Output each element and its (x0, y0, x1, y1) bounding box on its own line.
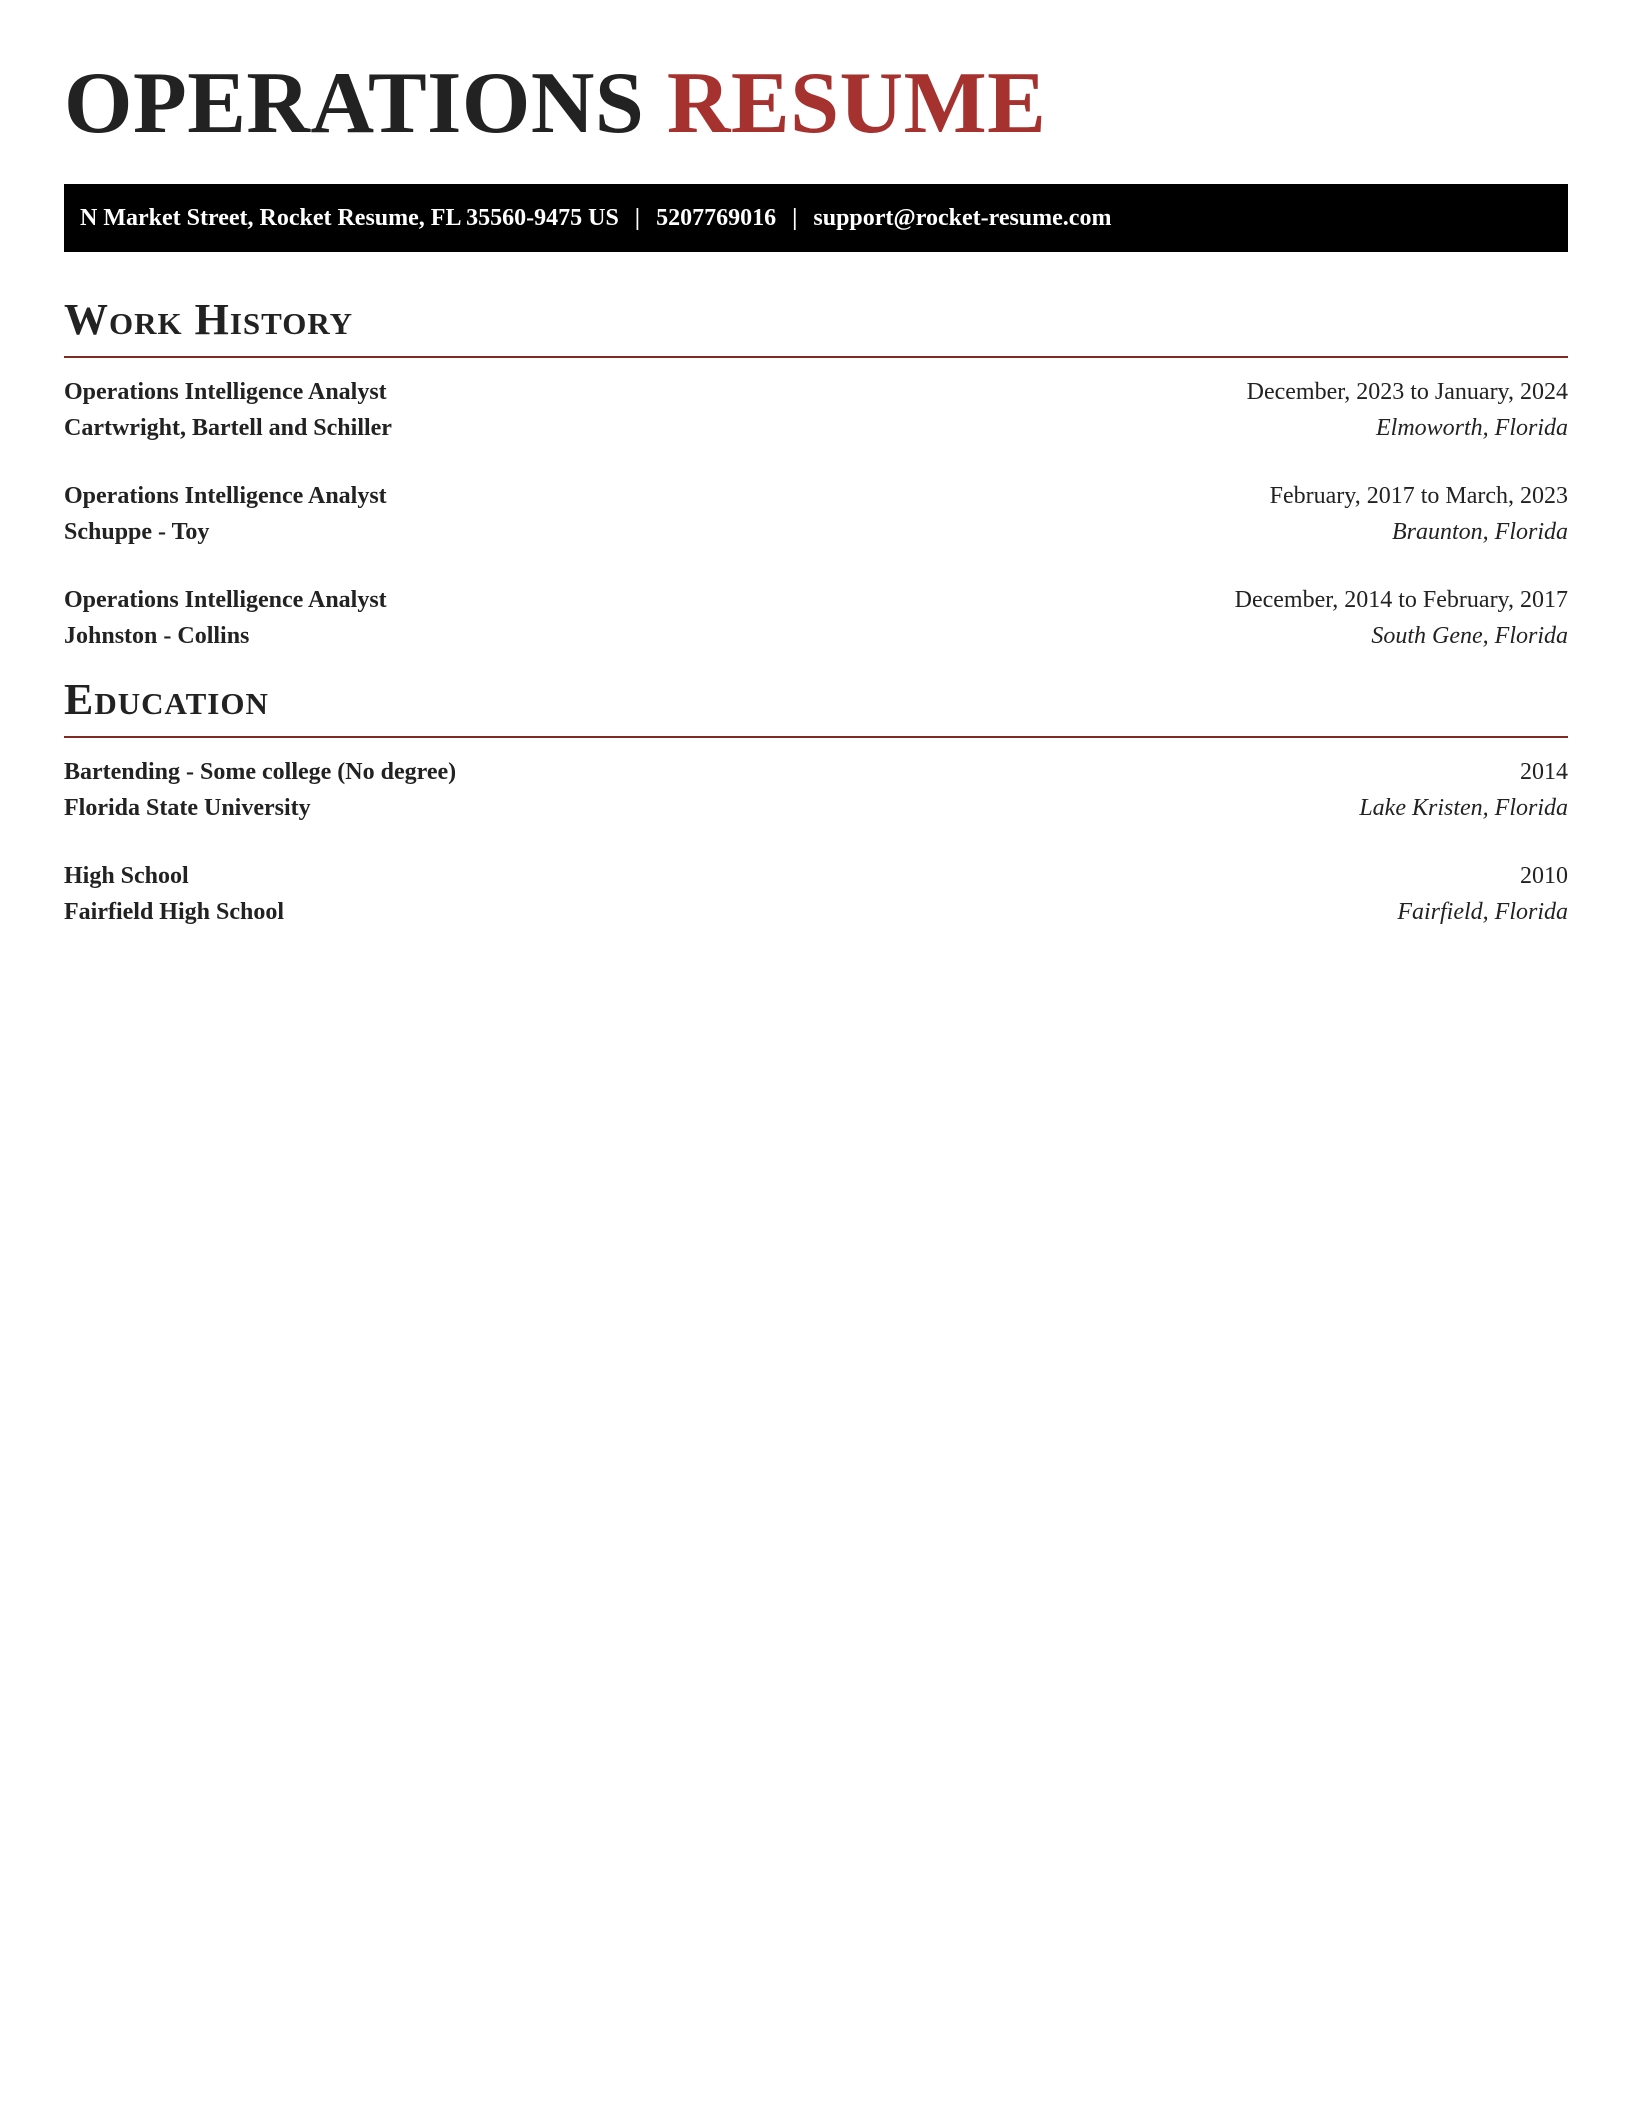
job-company-row (64, 410, 1568, 446)
job-company: Johnston - Collins (64, 623, 250, 649)
job-dates: February, 2017 to March, 2023 (1269, 483, 1568, 509)
job-company-row (64, 514, 1568, 550)
education-school-row (64, 790, 1568, 826)
education-degree-row (64, 858, 1568, 894)
education-section (64, 676, 1568, 930)
job-entry (64, 478, 1568, 550)
job-location: Elmoworth, Florida (1375, 415, 1568, 441)
title-first-word: OPERATIONS (64, 55, 645, 152)
job-title: Operations Intelligence Analyst (64, 587, 387, 613)
job-title-row (64, 374, 1568, 410)
job-title-row (64, 582, 1568, 618)
education-school: Florida State University (64, 795, 311, 821)
job-company: Cartwright, Bartell and Schiller (64, 415, 392, 441)
job-dates: December, 2023 to January, 2024 (1246, 379, 1568, 405)
education-location: Lake Kristen, Florida (1359, 795, 1568, 821)
work-history-list (64, 358, 1568, 654)
job-company: Schuppe - Toy (64, 519, 210, 545)
job-company-row (64, 618, 1568, 654)
work-history-heading: Work History (64, 296, 1568, 358)
education-heading: Education (64, 676, 1568, 738)
education-list (64, 738, 1568, 930)
education-year: 2010 (1520, 863, 1568, 889)
education-degree: Bartending - Some college (No degree) (64, 759, 457, 785)
contact-separator: | (792, 204, 798, 231)
education-degree: High School (64, 863, 189, 889)
contact-email: support@rocket-resume.com (813, 204, 1112, 231)
contact-bar (64, 184, 1568, 252)
job-entry (64, 582, 1568, 654)
job-title-row (64, 478, 1568, 514)
title-second-word: RESUME (666, 55, 1047, 152)
job-title: Operations Intelligence Analyst (64, 379, 387, 405)
contact-address: N Market Street, Rocket Resume, FL 35560-9475 US (80, 204, 619, 231)
job-location: Braunton, Florida (1391, 519, 1568, 545)
contact-phone: 5207769016 (656, 204, 777, 231)
job-entry (64, 374, 1568, 446)
education-school-row (64, 894, 1568, 930)
contact-separator: | (634, 204, 641, 231)
education-year: 2014 (1520, 759, 1568, 785)
education-entry (64, 754, 1568, 826)
job-location: South Gene, Florida (1371, 623, 1568, 649)
education-degree-row (64, 754, 1568, 790)
job-dates: December, 2014 to February, 2017 (1234, 587, 1568, 613)
education-entry (64, 858, 1568, 930)
job-title: Operations Intelligence Analyst (64, 483, 387, 509)
work-history-section (64, 296, 1568, 654)
resume-title (64, 56, 1568, 152)
education-school: Fairfield High School (64, 899, 285, 925)
education-location: Fairfield, Florida (1397, 899, 1568, 925)
